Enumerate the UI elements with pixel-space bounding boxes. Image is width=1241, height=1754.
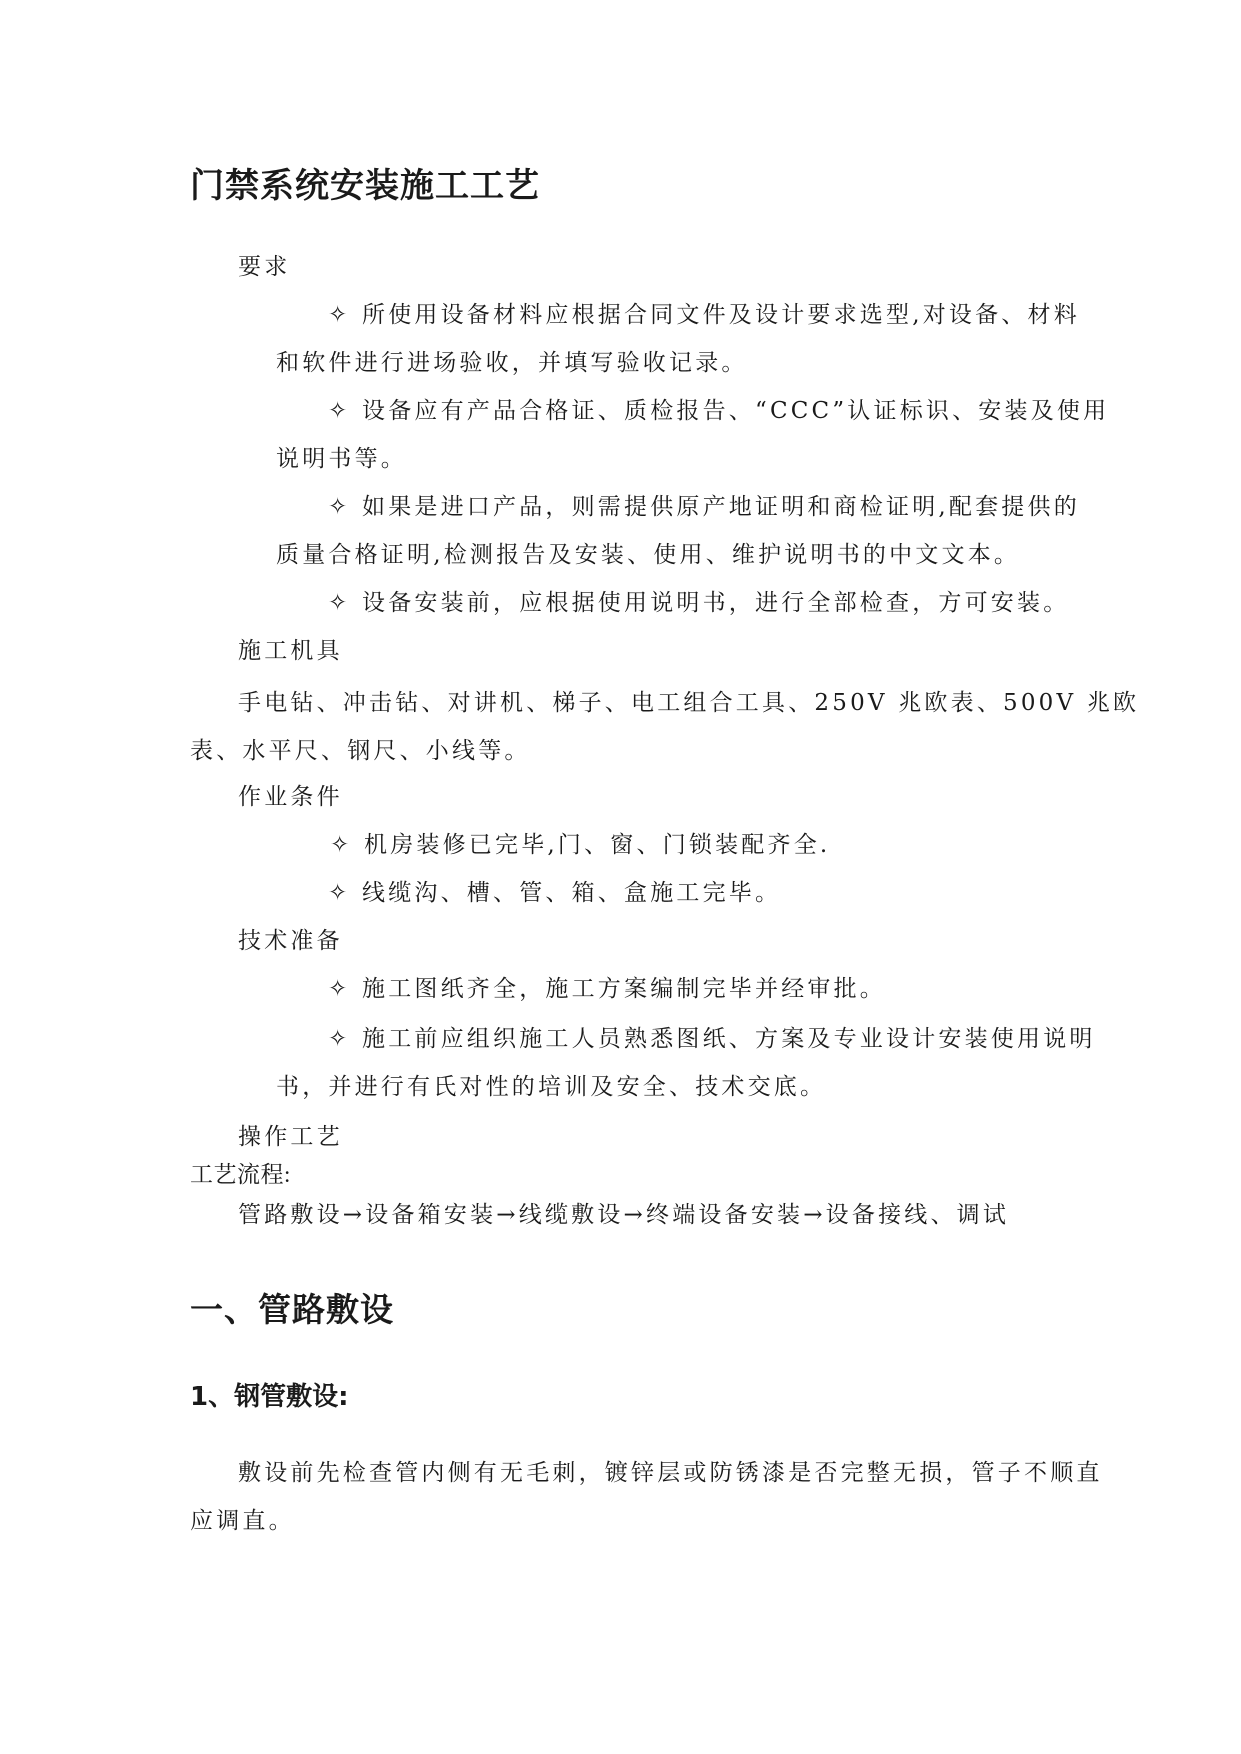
requirement-item-1-line1: 所使用设备材料应根据合同文件及设计要求选型,对设备、材料 bbox=[362, 302, 1080, 328]
bullet-icon: ✧ bbox=[328, 590, 351, 616]
bullet-icon: ✧ bbox=[328, 398, 351, 424]
condition-item-2-text: 线缆沟、槽、管、箱、盒施工完毕。 bbox=[362, 880, 782, 906]
tech-prep-item-2 bbox=[328, 1024, 1096, 1054]
requirement-item-1 bbox=[328, 300, 1080, 330]
bullet-icon: ✧ bbox=[328, 494, 351, 520]
requirement-item-2 bbox=[328, 396, 1109, 426]
tools-line2: 表、水平尺、钢尺、小线等。 bbox=[190, 738, 531, 764]
process-flow-text: 管路敷设→设备箱安装→线缆敷设→终端设备安装→设备接线、调试 bbox=[238, 1202, 1010, 1228]
chapter-heading: 一、管路敷设 bbox=[190, 1290, 394, 1329]
requirement-item-3-line2: 质量合格证明,检测报告及安装、使用、维护说明书的中文文本。 bbox=[276, 542, 1021, 568]
requirement-item-1-line2: 和软件进行进场验收，并填写验收记录。 bbox=[276, 350, 748, 376]
steel-pipe-paragraph-line2: 应调直。 bbox=[190, 1508, 295, 1534]
tech-prep-item-2-line2: 书，并进行有氏对性的培训及安全、技术交底。 bbox=[276, 1074, 827, 1100]
process-flow-label: 工艺流程: bbox=[190, 1162, 291, 1187]
subsection-heading: 1、钢管敷设: bbox=[190, 1382, 349, 1412]
condition-item-2 bbox=[328, 878, 781, 908]
bullet-icon: ✧ bbox=[328, 976, 351, 1002]
steel-pipe-paragraph-line1: 敷设前先检查管内侧有无毛刺，镀锌层或防锈漆是否完整无损，管子不顺直 bbox=[238, 1460, 1103, 1486]
section-heading-tech-prep: 技术准备 bbox=[238, 928, 343, 954]
tech-prep-item-1-line1: 施工图纸齐全，施工方案编制完毕并经审批。 bbox=[362, 976, 886, 1002]
condition-item-1 bbox=[330, 830, 830, 860]
section-heading-tools: 施工机具 bbox=[238, 638, 343, 664]
bullet-icon: ✧ bbox=[328, 1026, 351, 1052]
bullet-icon: ✧ bbox=[328, 880, 351, 906]
requirement-item-2-line1: 设备应有产品合格证、质检报告、“CCC”认证标识、安装及使用 bbox=[362, 398, 1110, 424]
tech-prep-item-2-line1: 施工前应组织施工人员熟悉图纸、方案及专业设计安装使用说明 bbox=[362, 1026, 1096, 1052]
tools-line1: 手电钻、冲击钻、对讲机、梯子、电工组合工具、250V 兆欧表、500V 兆欧 bbox=[238, 690, 1140, 716]
requirement-item-2-line2: 说明书等。 bbox=[276, 446, 407, 472]
tech-prep-item-1 bbox=[328, 974, 886, 1004]
section-heading-requirements: 要求 bbox=[238, 254, 291, 280]
requirement-item-4-line1: 设备安装前，应根据使用说明书，进行全部检查，方可安装。 bbox=[362, 590, 1070, 616]
bullet-icon: ✧ bbox=[330, 832, 353, 858]
bullet-icon: ✧ bbox=[328, 302, 351, 328]
requirement-item-3 bbox=[328, 492, 1080, 522]
section-heading-process: 操作工艺 bbox=[238, 1124, 343, 1150]
condition-item-1-text: 机房装修已完毕,门、窗、门锁装配齐全. bbox=[364, 832, 831, 858]
requirement-item-4 bbox=[328, 588, 1069, 618]
document-title: 门禁系统安装施工工艺 bbox=[190, 166, 540, 206]
section-heading-conditions: 作业条件 bbox=[238, 784, 343, 810]
requirement-item-3-line1: 如果是进口产品，则需提供原产地证明和商检证明,配套提供的 bbox=[362, 494, 1080, 520]
